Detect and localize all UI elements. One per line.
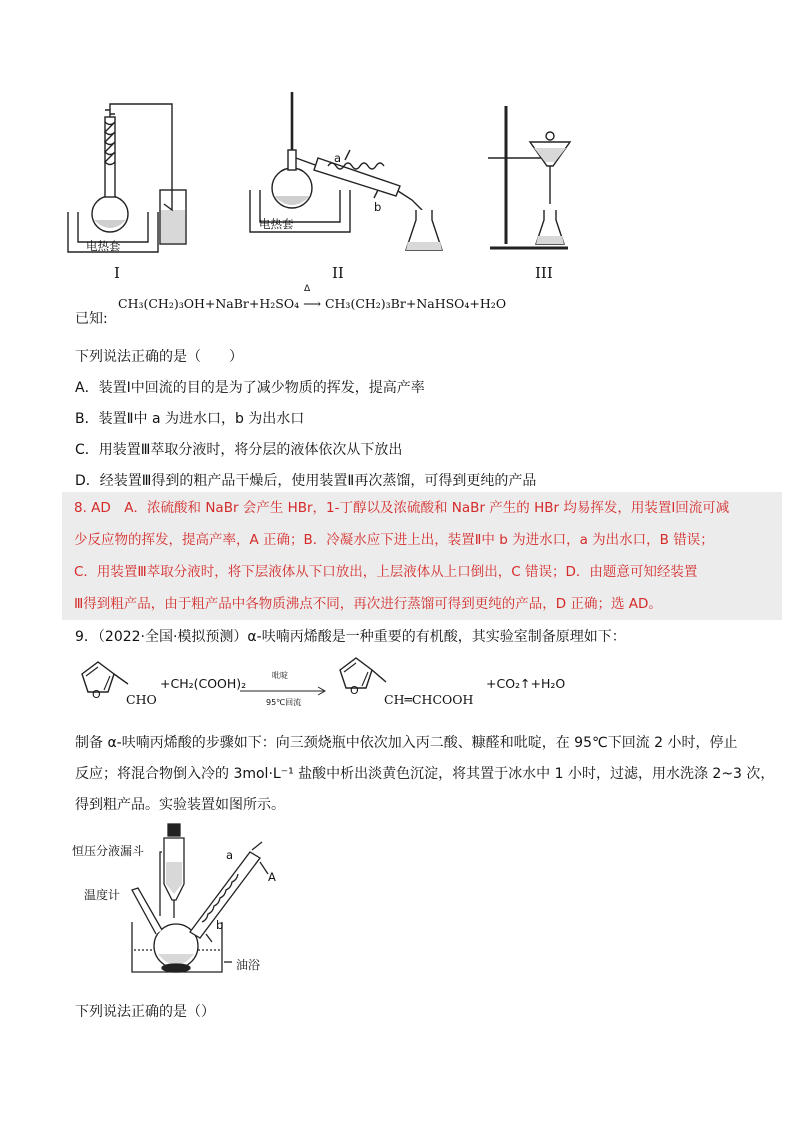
q8-answer-block: [62, 492, 782, 620]
heater-label-2: 电热套: [259, 217, 294, 231]
answer-line: Ⅲ得到粗产品，由于粗产品中各物质沸点不同，再次进行蒸馏可得到更纯的产品，D 正确；选 AD。: [74, 596, 662, 612]
figure-label-2: II: [332, 264, 344, 282]
known-prefix: 已知:: [75, 311, 108, 327]
byproducts: +CO₂↑+H₂O: [486, 676, 566, 691]
apparatus-1-drawing: [68, 104, 186, 252]
q8-option-a: A．装置Ⅰ中回流的目的是为了减少物质的挥发，提高产率: [75, 380, 425, 396]
q8-option-c: C．用装置Ⅲ萃取分液时，将分层的液体依次从下放出: [75, 442, 403, 458]
furan-ring-reactant: [72, 656, 132, 701]
heater-label-1: 电热套: [86, 239, 121, 253]
port-b-label: b: [216, 918, 224, 932]
figure-label-1: I: [114, 264, 120, 282]
q8-stem: 下列说法正确的是（ ）: [75, 349, 243, 365]
answer-line: 少反应物的挥发，提高产率，A 正确；B．冷凝水应下进上出，装置Ⅱ中 b 为进水口，a 为出水口，B 错误；: [74, 532, 714, 548]
bath-label: 油浴: [236, 958, 261, 972]
answer-line: 8. AD A．浓硫酸和 NaBr 会产生 HBr，1-丁醇以及浓硫酸和 NaBr 产生的 HBr 均易挥发，用装置Ⅰ回流可减: [74, 500, 730, 516]
figure-label-3: III: [535, 264, 553, 282]
condition-top: 吡啶: [272, 671, 288, 680]
known-equation: CH₃(CH₂)₃OH+NaBr+H₂SO₄ ⟶ CH₃(CH₂)₃Br+NaHSO₄+H₂O: [118, 296, 507, 311]
q9-final-stem: 下列说法正确的是（）: [75, 1004, 215, 1020]
q8-option-d: D．经装置Ⅲ得到的粗产品干燥后，使用装置Ⅱ再次蒸馏，可得到更纯的产品: [75, 473, 537, 489]
product-oxygen: O: [350, 684, 359, 697]
condenser-port-b-label: b: [374, 200, 382, 214]
reactant-oxygen: O: [92, 688, 101, 701]
apparatus-3-drawing: [488, 106, 570, 248]
q9-procedure-line-2: 反应；将混合物倒入冷的 3mol·L⁻¹ 盐酸中析出淡黄色沉淀，将其置于冰水中 1 小时，过滤，用水洗涤 2~3 次，: [75, 766, 775, 782]
q8-option-b: B．装置Ⅱ中 a 为进水口，b 为出水口: [75, 411, 305, 427]
reactant-cho: CHO: [126, 692, 157, 707]
condenser-label: A: [268, 870, 276, 884]
furan-ring-product: [330, 652, 390, 697]
thermometer-label: 温度计: [84, 888, 121, 902]
condition-bottom: 95℃回流: [266, 698, 302, 707]
condenser-port-a-label: a: [334, 151, 342, 165]
q9-stem: 9．（2022·全国·模拟预测）α-呋喃丙烯酸是一种重要的有机酸，其实验室制备原理如下：: [75, 629, 626, 645]
apparatus-figure: [60, 92, 600, 292]
arrow-condition: Δ: [304, 284, 311, 294]
funnel-label: 恒压分液漏斗: [72, 844, 145, 858]
product-chain: CH═CHCOOH: [384, 692, 474, 707]
answer-line: C．用装置Ⅲ萃取分液时，将下层液体从下口放出，上层液体从上口倒出，C 错误；D．由题意可知经装置: [74, 564, 698, 580]
reaction-arrow: [238, 684, 328, 698]
port-a-label: a: [226, 848, 234, 862]
reactant-malonic: +CH₂(COOH)₂: [160, 676, 247, 691]
q9-procedure-line-1: 制备 α-呋喃丙烯酸的步骤如下：向三颈烧瓶中依次加入丙二酸、糠醛和吡啶，在 95℃下回流 2 小时，停止: [75, 735, 738, 751]
q9-procedure-line-3: 得到粗产品。实验装置如图所示。: [75, 797, 285, 813]
